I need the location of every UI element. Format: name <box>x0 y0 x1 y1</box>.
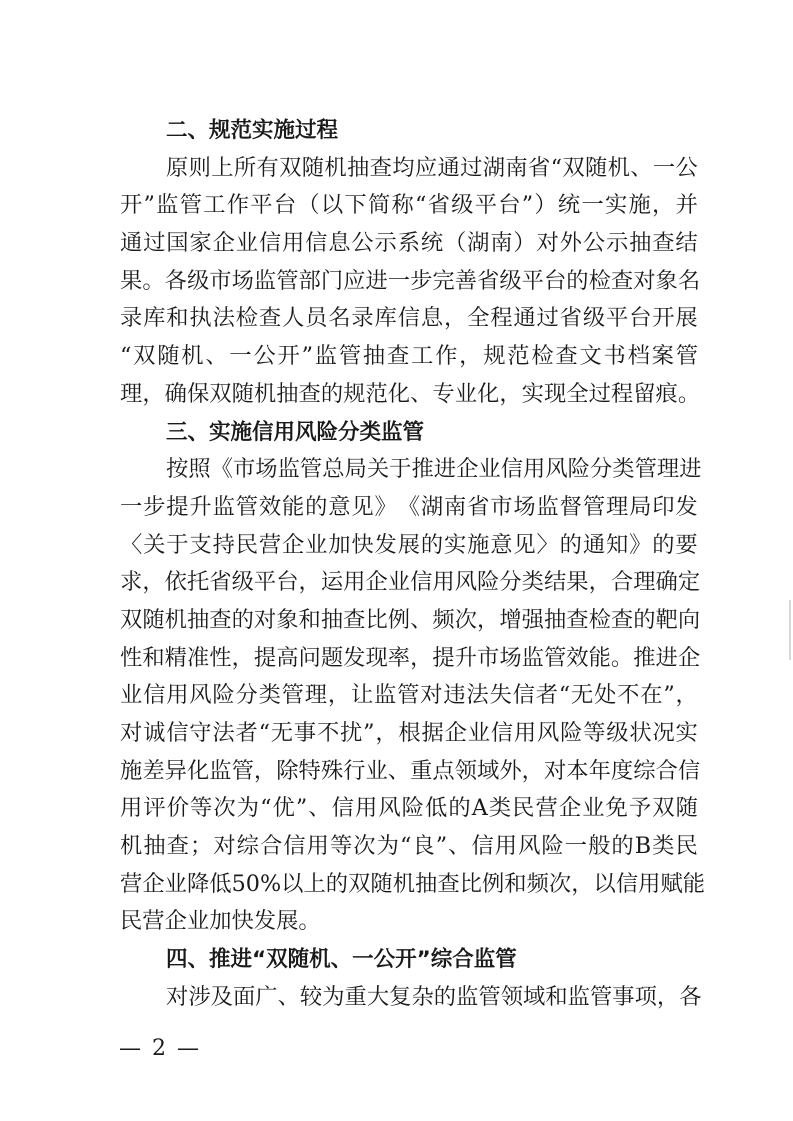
paragraph-line: 通 过 国 家 企 业 信 用 信 息 公 示 系 统 （ 湖 南 ） 对 外 公 示 抽 查 结 <box>120 230 698 257</box>
paragraph-line: 求 ， 依 托 省 级 平 台 ， 运 用 企 业 信 用 风 险 分 类 结 果 ， 合 理 确 定 <box>120 569 701 596</box>
paragraph-first-line: 对 涉 及 面 广 、 较 为 重 大 复 杂 的 监 管 领 域 和 监 管 事 项 ， 各 <box>166 983 702 1010</box>
paragraph-first-line: 原 则 上 所 有 双 随 机 抽 查 均 应 通 过 湖 南 省 “ 双 随 机 、 一 公 <box>166 154 698 181</box>
paragraph-line: 营 企 业 降 低 5 0 % 以 上 的 双 随 机 抽 查 比 例 和 频 次 ， 以 信 用 赋 能 <box>120 870 706 897</box>
paragraph-line: 用 评 价 等 次 为 “ 优 ” 、 信 用 风 险 低 的 A 类 民 营 企 业 免 予 双 随 <box>120 795 698 822</box>
page-number: — 2 — <box>119 1036 201 1061</box>
paragraph-first-line: 按 照 《 市 场 监 管 总 局 关 于 推 进 企 业 信 用 风 险 分 类 管 理 进 <box>166 456 702 483</box>
paragraph-line: 业 信 用 风 险 分 类 管 理 ， 让 监 管 对 违 法 失 信 者 “ 无 处 不 在 ” ， <box>120 682 698 709</box>
paragraph-line: 果 。 各 级 市 场 监 管 部 门 应 进 一 步 完 善 省 级 平 台 的 检 查 对 象 名 <box>120 267 701 294</box>
paragraph-line: “ 双 随 机 、 一 公 开 ” 监 管 抽 查 工 作 ， 规 范 检 查 文 书 档 案 管 <box>120 343 698 370</box>
scan-edge-mark <box>789 600 791 660</box>
paragraph-line: 性 和 精 准 性 ， 提 高 问 题 发 现 率 ， 提 升 市 场 监 管 效 能 。 推 进 企 <box>120 644 701 671</box>
body-text <box>120 112 706 1017</box>
paragraph-line: 机 抽 查 ； 对 综 合 信 用 等 次 为 “ 良 ” 、 信 用 风 险 一 般 的 B 类 民 <box>120 833 698 860</box>
paragraph-line: 施 差 异 化 监 管 ， 除 特 殊 行 业 、 重 点 领 域 外 ， 对 本 年 度 综 合 信 <box>120 757 701 784</box>
paragraph-line: 理 ， 确 保 双 随 机 抽 查 的 规 范 化 、 专 业 化 ， 实 现 全 过 程 留 痕 。 <box>120 380 701 407</box>
paragraph-line: 双 随 机 抽 查 的 对 象 和 抽 查 比 例 、 频 次 ， 增 强 抽 查 检 查 的 靶 向 <box>120 606 701 633</box>
paragraph-line: 开 ” 监 管 工 作 平 台 （ 以 下 简 称 “ 省 级 平 台 ” ） 统 一 实 施 ， 并 <box>120 192 698 219</box>
paragraph-last-line: 民营企业加快发展。 <box>120 908 321 935</box>
section-heading: 四、推进“双随机、一公开”综合监管 <box>166 947 517 973</box>
paragraph-line: 录 库 和 执 法 检 查 人 员 名 录 库 信 息 ， 全 程 通 过 省 级 平 台 开 展 <box>120 305 698 332</box>
paragraph-line: 一 步 提 升 监 管 效 能 的 意 见 》 《 湖 南 省 市 场 监 督 管 理 局 印 发 <box>120 493 698 520</box>
paragraph-line: 〈 关 于 支 持 民 营 企 业 加 快 发 展 的 实 施 意 见 〉 的 通 知 》 的 要 <box>120 531 698 558</box>
paragraph-line: 对 诚 信 守 法 者 “ 无 事 不 扰 ” ， 根 据 企 业 信 用 风 险 等 级 状 况 实 <box>120 720 698 746</box>
section-heading: 三、实施信用风险分类监管 <box>166 419 425 445</box>
section-heading: 二、规范实施过程 <box>166 118 339 143</box>
